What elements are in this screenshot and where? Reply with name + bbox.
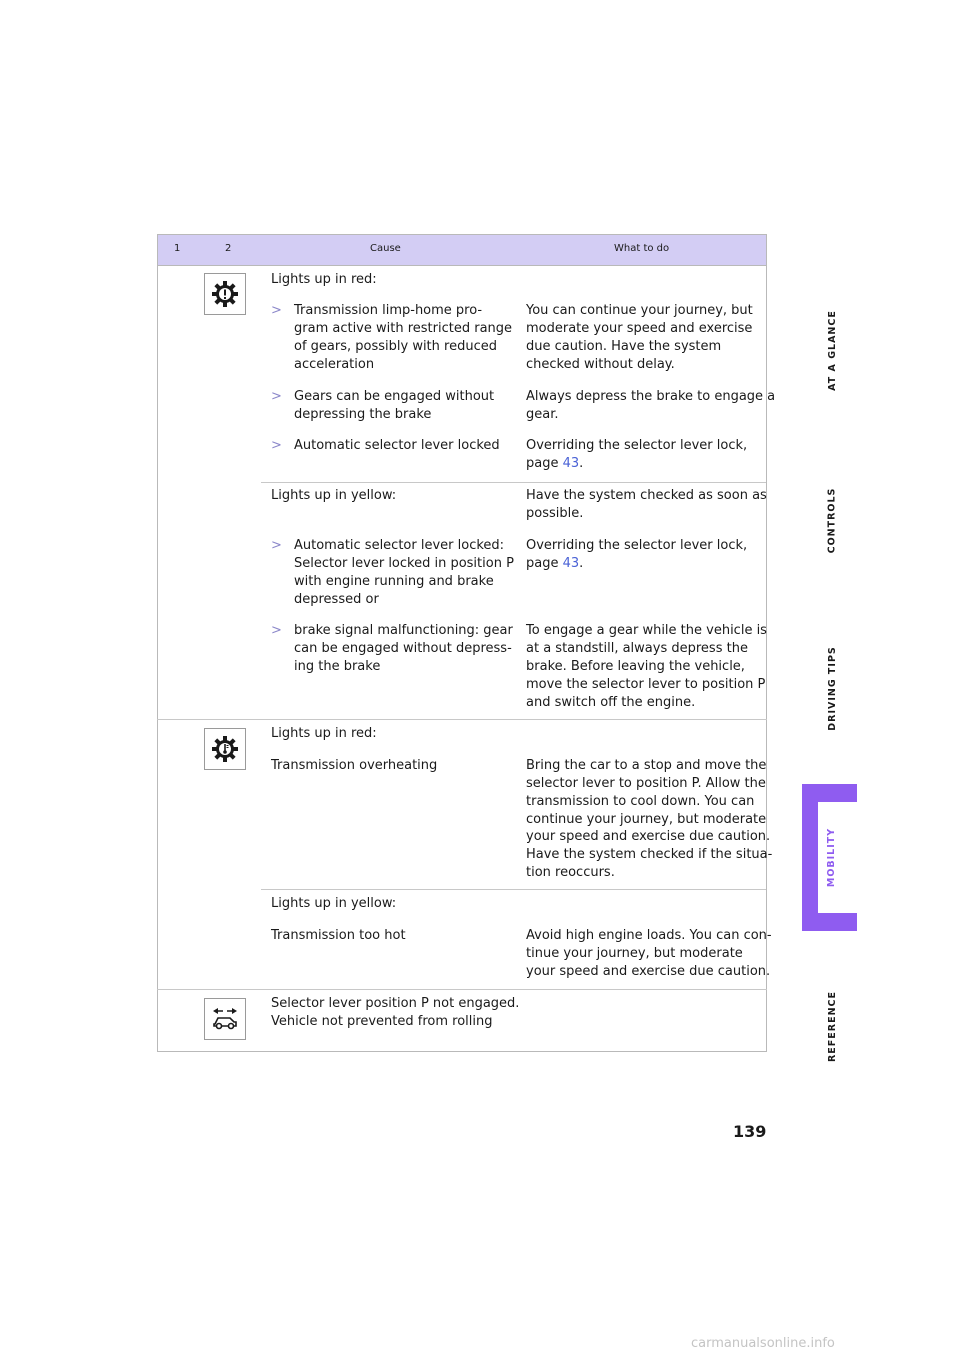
side-tab-driving-tips-label: DRIVING TIPS — [826, 645, 838, 731]
row1-red-label: Lights up in red: — [271, 272, 377, 287]
row3-cause-line-1: Selector lever position P not engaged. — [271, 996, 520, 1011]
row1-yellow-action-line-2: possible. — [526, 506, 584, 521]
watermark: carmanualsonline.info — [691, 1336, 835, 1351]
row1-action-1-line-1: You can continue your journey, but — [526, 303, 753, 318]
side-tab-controls-label: CONTROLS — [826, 487, 838, 553]
row2-yellow-action-line-1: Avoid high engine loads. You can con- — [526, 928, 772, 943]
row1-yaction-2-line-5: and switch off the engine. — [526, 695, 696, 710]
row1-cause-1-line-2: gram active with restricted range — [294, 321, 513, 336]
row1-yaction-2-line-3: brake. Before leaving the vehicle, — [526, 659, 745, 674]
vehicle-rolling-icon — [204, 998, 246, 1040]
row1-cause-1-line-4: acceleration — [294, 357, 375, 372]
bullet-arrow: > — [271, 303, 282, 318]
row1-divider — [157, 719, 767, 720]
row1-action-1-line-4: checked without delay. — [526, 357, 675, 372]
page-43-link[interactable]: 43 — [562, 556, 580, 571]
table-header — [158, 235, 766, 266]
row1-cause-3-line-1: Automatic selector lever locked — [294, 438, 500, 453]
row2-red-label: Lights up in red: — [271, 726, 377, 741]
row2-yellow-label: Lights up in yellow: — [271, 896, 397, 911]
header-cause: Cause — [370, 243, 401, 254]
row2-red-action-line-1: Bring the car to a stop and move the — [526, 758, 767, 773]
row1-action-3-page-ref: page 43. — [526, 456, 584, 471]
row2-red-action-line-4: continue your journey, but moderate — [526, 812, 767, 827]
row1-action-1-line-2: moderate your speed and exercise — [526, 321, 753, 336]
row2-sub-divider — [261, 889, 766, 890]
side-tab-reference-label: REFERENCE — [826, 990, 838, 1062]
transmission-temperature-icon — [204, 728, 246, 770]
row1-ycause-2-line-2: can be engaged without depress- — [294, 641, 512, 656]
row2-red-action-line-2: selector lever to position P. Allow the — [526, 776, 766, 791]
side-tab-mobility-label: MOBILITY — [826, 827, 838, 887]
row2-red-action-line-7: tion reoccurs. — [526, 865, 615, 880]
row1-sub-divider — [261, 482, 766, 483]
side-tab-mobility[interactable] — [820, 797, 844, 917]
transmission-warning-icon — [204, 273, 246, 315]
row1-ycause-2-line-1: brake signal malfunctioning: gear — [294, 623, 513, 638]
row3-cause-line-2: Vehicle not prevented from rolling — [271, 1014, 493, 1029]
row2-red-cause: Transmission overheating — [271, 758, 438, 773]
row1-yellow-label: Lights up in yellow: — [271, 488, 397, 503]
bullet-arrow: > — [271, 623, 282, 638]
row2-yellow-cause: Transmission too hot — [271, 928, 406, 943]
bullet-arrow: > — [271, 438, 282, 453]
row2-red-action-line-3: transmission to cool down. You can — [526, 794, 755, 809]
row2-yellow-action-line-3: your speed and exercise due caution. — [526, 964, 771, 979]
side-tab-at-a-glance-label: AT A GLANCE — [826, 309, 838, 391]
side-tab-reference[interactable] — [820, 966, 844, 1086]
page-number: 139 — [733, 1122, 767, 1141]
row1-cause-1-line-3: of gears, possibly with reduced — [294, 339, 497, 354]
row1-action-1-line-3: due caution. Have the system — [526, 339, 722, 354]
row2-red-action-line-6: Have the system checked if the situa- — [526, 847, 773, 862]
row1-yaction-1-page-ref: page 43. — [526, 556, 584, 571]
row1-cause-1-line-1: Transmission limp-home pro- — [294, 303, 483, 318]
row1-yaction-1-line-1: Overriding the selector lever lock, — [526, 538, 748, 553]
side-tab-controls[interactable] — [820, 460, 844, 580]
page-43-link[interactable]: 43 — [562, 456, 580, 471]
row1-ycause-1-line-4: depressed or — [294, 592, 379, 607]
bullet-arrow: > — [271, 389, 282, 404]
row1-yaction-2-line-2: at a standstill, always depress the — [526, 641, 748, 656]
row1-yaction-2-line-1: To engage a gear while the vehicle is — [526, 623, 767, 638]
row1-action-2-line-2: gear. — [526, 407, 559, 422]
row1-action-2-line-1: Always depress the brake to engage a — [526, 389, 776, 404]
header-col-1: 1 — [174, 243, 181, 254]
row1-action-3-line-1: Overriding the selector lever lock, — [526, 438, 748, 453]
side-tab-driving-tips[interactable] — [820, 628, 844, 748]
row1-ycause-1-line-3: with engine running and brake — [294, 574, 494, 589]
row2-divider — [157, 989, 767, 990]
bullet-arrow: > — [271, 538, 282, 553]
row1-yellow-action-line-1: Have the system checked as soon as — [526, 488, 767, 503]
row1-ycause-1-line-1: Automatic selector lever locked: — [294, 538, 505, 553]
row1-ycause-2-line-3: ing the brake — [294, 659, 381, 674]
side-tab-at-a-glance[interactable] — [820, 290, 844, 410]
row2-red-action-line-5: your speed and exercise due caution. — [526, 829, 771, 844]
row1-yaction-2-line-4: move the selector lever to position P — [526, 677, 766, 692]
row1-ycause-1-line-2: Selector lever locked in position P — [294, 556, 514, 571]
header-what-to-do: What to do — [614, 243, 670, 254]
header-col-2: 2 — [225, 243, 232, 254]
row2-yellow-action-line-2: tinue your journey, but moderate — [526, 946, 743, 961]
row1-cause-2-line-1: Gears can be engaged without — [294, 389, 495, 404]
row1-cause-2-line-2: depressing the brake — [294, 407, 432, 422]
